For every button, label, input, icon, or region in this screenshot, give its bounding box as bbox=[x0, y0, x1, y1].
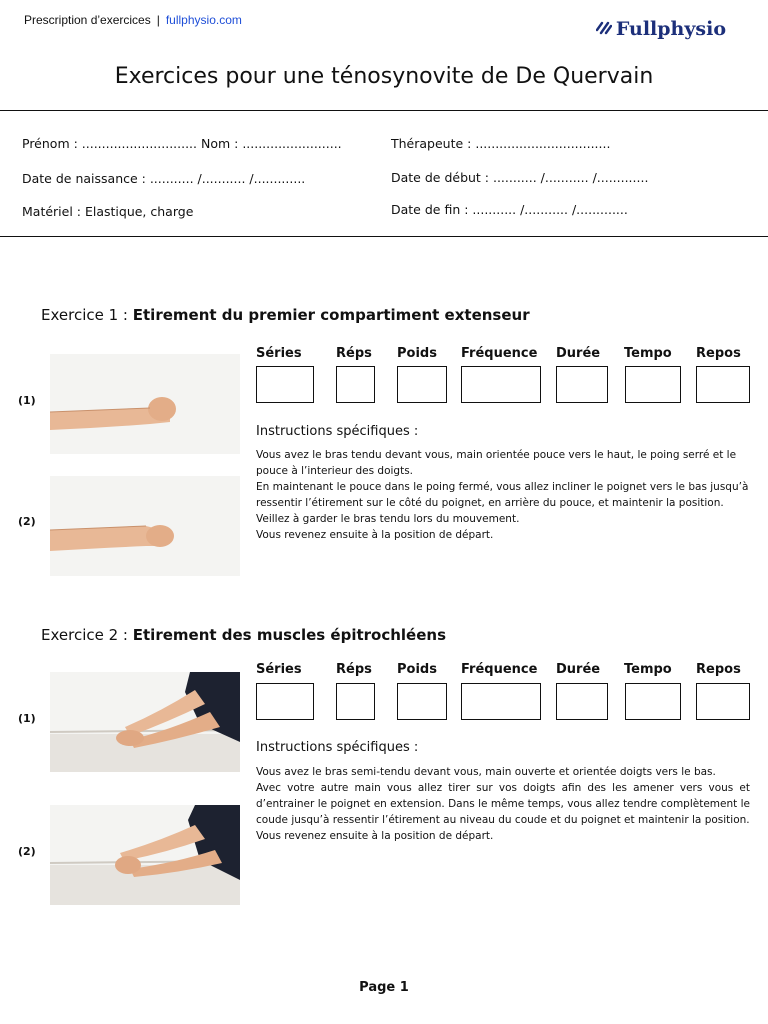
exercise-1-image-label-2: (2) bbox=[18, 515, 36, 528]
col-rest: Repos bbox=[696, 346, 741, 361]
instruction-line: Vous avez le bras semi-tendu devant vous, main ouverte et orientée doigts vers le bas. bbox=[256, 766, 716, 778]
exercise-2-instructions bbox=[256, 764, 750, 844]
col-rest: Repos bbox=[696, 662, 741, 677]
exercise-1-name: Etirement du premier compartiment extenseur bbox=[132, 306, 530, 324]
instruction-line: Veillez à garder le bras tendu lors du mouvement. bbox=[256, 513, 520, 525]
exercise-2-prefix: Exercice 2 : bbox=[41, 626, 133, 644]
series-input[interactable] bbox=[256, 683, 314, 720]
col-duration: Durée bbox=[556, 346, 601, 361]
col-series: Séries bbox=[256, 346, 302, 361]
divider-bottom bbox=[0, 236, 768, 237]
col-reps: Réps bbox=[336, 662, 372, 677]
col-reps: Réps bbox=[336, 346, 372, 361]
reps-input[interactable] bbox=[336, 366, 375, 403]
instruction-line: Avec votre autre main vous allez tirer sur vos doigts afin des les amener vers vous et d’entrainer le poignet en extension. Dans le même temps, vous allez tendre complètement le coude jusqu’à ressentir l’étirement au niveau du coude et du poignet et maintenir la position. bbox=[256, 782, 750, 826]
duration-input[interactable] bbox=[556, 366, 608, 403]
site-link[interactable]: fullphysio.com bbox=[165, 13, 242, 27]
page-number: Page 1 bbox=[359, 980, 409, 995]
exercise-1-prefix: Exercice 1 : bbox=[41, 306, 133, 324]
exercise-1-image-2 bbox=[50, 476, 240, 576]
rest-input[interactable] bbox=[696, 366, 750, 403]
frequency-input[interactable] bbox=[461, 683, 541, 720]
exercise-2-image-label-2: (2) bbox=[18, 845, 36, 858]
instruction-line: En maintenant le pouce dans le poing fermé, vous allez incliner le poignet vers le bas jusqu’à ressentir l’étirement sur le côté du poignet, en arrière du pouce, et maintenir la position. bbox=[256, 481, 749, 509]
top-bar bbox=[24, 13, 242, 27]
birth-date-field[interactable]: Date de naissance : ........... /........... /............. bbox=[22, 171, 306, 186]
exercise-2-image-1 bbox=[50, 672, 240, 772]
exercise-1-image-1 bbox=[50, 354, 240, 454]
rest-input[interactable] bbox=[696, 683, 750, 720]
fullphysio-logo-icon bbox=[596, 20, 612, 39]
col-tempo: Tempo bbox=[624, 662, 672, 677]
brand-name: Fullphysio bbox=[615, 18, 726, 40]
tempo-input[interactable] bbox=[625, 683, 681, 720]
therapist-field[interactable]: Thérapeute : .................................. bbox=[391, 136, 611, 151]
tempo-input[interactable] bbox=[625, 366, 681, 403]
exercise-2-instructions-label: Instructions spécifiques : bbox=[256, 740, 419, 755]
exercise-2-image-2 bbox=[50, 805, 240, 905]
col-series: Séries bbox=[256, 662, 302, 677]
start-date-field[interactable]: Date de début : ........... /........... /............. bbox=[391, 170, 649, 185]
brand-logo bbox=[596, 18, 726, 40]
instruction-line: Vous avez le bras tendu devant vous, main orientée pouce vers le haut, le poing serré et le pouce à l’interieur des doigts. bbox=[256, 449, 737, 477]
reps-input[interactable] bbox=[336, 683, 375, 720]
instruction-line: Vous revenez ensuite à la position de départ. bbox=[256, 830, 494, 842]
exercise-1-image-label-1: (1) bbox=[18, 394, 36, 407]
exercise-1-title bbox=[41, 306, 530, 324]
separator: | bbox=[156, 13, 160, 27]
divider-top bbox=[0, 110, 768, 111]
col-duration: Durée bbox=[556, 662, 601, 677]
weight-input[interactable] bbox=[397, 683, 447, 720]
frequency-input[interactable] bbox=[461, 366, 541, 403]
exercise-1-instructions-label: Instructions spécifiques : bbox=[256, 424, 419, 439]
weight-input[interactable] bbox=[397, 366, 447, 403]
exercise-1-instructions bbox=[256, 447, 750, 543]
series-input[interactable] bbox=[256, 366, 314, 403]
doc-label: Prescription d’exercices bbox=[24, 13, 151, 27]
exercise-2-image-label-1: (1) bbox=[18, 712, 36, 725]
exercise-2-title bbox=[41, 626, 446, 644]
name-field[interactable]: Prénom : ............................. Nom : ......................... bbox=[22, 136, 342, 151]
instruction-line: Vous revenez ensuite à la position de départ. bbox=[256, 529, 494, 541]
col-tempo: Tempo bbox=[624, 346, 672, 361]
col-frequency: Fréquence bbox=[461, 662, 538, 677]
exercise-2-name: Etirement des muscles épitrochléens bbox=[132, 626, 447, 644]
end-date-field[interactable]: Date de fin : ........... /........... /............. bbox=[391, 202, 628, 217]
col-weight: Poids bbox=[397, 346, 437, 361]
col-frequency: Fréquence bbox=[461, 346, 538, 361]
material-field: Matériel : Elastique, charge bbox=[22, 204, 194, 219]
duration-input[interactable] bbox=[556, 683, 608, 720]
page-title: Exercices pour une ténosynovite de De Quervain bbox=[114, 64, 654, 89]
col-weight: Poids bbox=[397, 662, 437, 677]
